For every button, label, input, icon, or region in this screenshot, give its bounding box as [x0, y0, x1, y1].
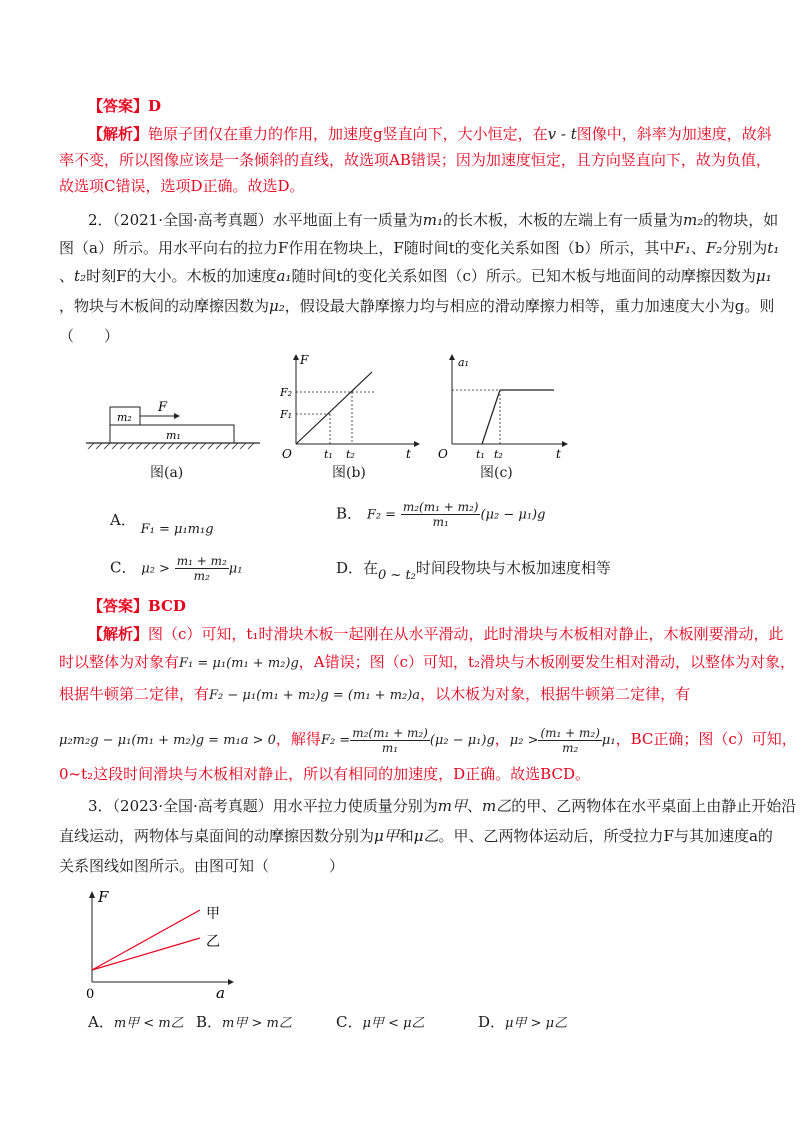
analysis-eq: (μ₂ − μ₁)g — [429, 733, 495, 748]
stem-text: 3．（2023·全国·高考真题）用水平拉力使质量分别为 — [88, 797, 438, 815]
numerator: m₁ + m₂ — [176, 554, 227, 568]
label-t1: t₁ — [476, 448, 485, 461]
label-F: F — [158, 400, 168, 415]
answer-label: 【答案】 — [88, 597, 149, 615]
mu-jia-symbol: μ甲 — [374, 827, 399, 845]
analysis-eq: F₂ − μ₁(m₁ + m₂)g = (m₁ + m₂)a — [209, 688, 421, 703]
answer-value: BCD — [148, 597, 186, 615]
q2-stem-line-2 — [59, 238, 779, 258]
q2-analysis-line-2 — [59, 652, 795, 674]
t1-symbol: t₁ — [767, 239, 780, 257]
option-c-fraction — [175, 554, 229, 583]
label-jia: 甲 — [206, 906, 220, 922]
option-a[interactable] — [110, 510, 214, 537]
figure-c — [432, 352, 572, 464]
q3-stem-line-2 — [59, 826, 773, 846]
analysis-text: ， — [494, 730, 510, 748]
stem-text: ，物块与木板间的动摩擦因数为 — [59, 297, 270, 315]
figure-b — [280, 352, 420, 464]
mu-yi-symbol: μ乙 — [413, 827, 439, 845]
label-F: F — [300, 353, 309, 367]
option-c[interactable] — [110, 554, 242, 583]
answer-label: 【答案】 — [88, 97, 149, 115]
option-d[interactable] — [336, 558, 611, 583]
label-F: F — [98, 888, 109, 906]
option-label: D． — [478, 1013, 506, 1031]
F1-symbol: F₁ — [674, 239, 691, 257]
stem-text: 的长木板，木板的左端上有一质量为 — [443, 211, 684, 229]
numerator: (m₁ + m₂) — [540, 725, 600, 740]
option-c-lhs: μ₂ > — [141, 561, 170, 577]
caption-c: 图(c) — [480, 465, 513, 481]
stem-text: 分别为 — [722, 239, 768, 257]
option-label: C． — [336, 1013, 363, 1031]
F-axis-arrow — [293, 354, 299, 360]
analysis-text: 铯原子团仅在重力的作用，加速度g竖直向下，大小恒定，在 — [148, 125, 548, 143]
q1-answer — [88, 96, 161, 116]
analysis-eq: μ₂m₂g − μ₁(m₁ + m₂)g = m₁a > 0 — [59, 733, 276, 748]
label-t: t — [406, 447, 411, 461]
denominator: m₂ — [562, 740, 579, 755]
label-m2: m₂ — [117, 411, 132, 424]
option-b-rhs: (μ₂ − μ₁)g — [480, 507, 546, 523]
option-eq: m甲 > m乙 — [222, 1016, 292, 1031]
analysis-eq: F₁ = μ₁(m₁ + m₂)g — [179, 656, 299, 671]
q3-option-a[interactable] — [88, 1012, 184, 1034]
F-line — [296, 372, 372, 444]
stem-text: 和 — [398, 827, 414, 845]
option-b-fraction — [401, 500, 481, 529]
m-yi-symbol: m乙 — [482, 797, 512, 815]
stem-text: 、 — [59, 267, 75, 285]
a1-symbol: a₁ — [276, 267, 292, 285]
a1-axis-arrow — [449, 354, 455, 360]
a1-line-rise — [482, 390, 500, 444]
stem-text: 图（a）所示。用水平向右的拉力F作用在物块上，F随时间t的变化关系如图（b）所示，其中 — [59, 239, 675, 257]
label-F2: F₂ — [280, 386, 293, 399]
option-b-lhs: F₂ = — [366, 507, 397, 523]
m1-symbol: m₁ — [422, 211, 444, 229]
numerator: m₂(m₁ + m₂) — [352, 725, 428, 740]
analysis-eq: F₂ = — [320, 733, 351, 748]
q2-analysis-line-4 — [59, 722, 797, 758]
q2-analysis-line-5: 0~t₂这段时间滑块与木板相对静止，所以有相同的加速度，D正确。故选BCD。 — [59, 765, 590, 783]
q3-option-d[interactable] — [478, 1012, 567, 1034]
q2-analysis-line-3 — [59, 684, 690, 706]
a-axis-arrow — [228, 979, 234, 985]
vt-symbol: v - t — [547, 125, 577, 143]
stem-text: 的甲、乙两物体在水平桌面上由静止开始沿 — [511, 797, 797, 815]
stem-text: 直线运动，两物体与桌面间的动摩擦因数分别为 — [59, 827, 375, 845]
q1-analysis-line-3: 故选项C错误，选项D正确。故选D。 — [59, 177, 305, 195]
q2-analysis-line-1 — [88, 624, 783, 644]
figure-q3 — [78, 886, 238, 1002]
t-axis-arrow — [414, 441, 420, 447]
analysis-text: ，BC正确；图（c）可知， — [615, 730, 797, 748]
option-b[interactable] — [336, 500, 545, 529]
label-t2: t₂ — [494, 448, 503, 461]
option-label: A． — [88, 1013, 114, 1031]
option-label: D．在 — [336, 559, 379, 577]
stem-text: 2．（2021·全国·高考真题）水平地面上有一质量为 — [88, 211, 423, 229]
analysis-fraction-1 — [350, 726, 430, 755]
analysis-fraction-2 — [538, 726, 601, 755]
label-t: t — [556, 447, 561, 461]
analysis-text: 时以整体为对象有 — [59, 653, 180, 671]
option-eq: μ甲 > μ乙 — [505, 1016, 568, 1031]
label-yi: 乙 — [206, 934, 220, 950]
q2-stem-line-5: （ ） — [59, 327, 120, 345]
denominator: m₁ — [432, 515, 449, 529]
label-a1: a₁ — [458, 356, 469, 369]
m-jia-symbol: m甲 — [437, 797, 467, 815]
caption-b: 图(b) — [332, 465, 366, 481]
q3-option-c[interactable] — [336, 1012, 425, 1034]
denominator: m₂ — [193, 569, 210, 583]
q2-stem-line-4 — [59, 296, 774, 316]
option-eq: m甲 < m乙 — [113, 1016, 184, 1031]
label-a: a — [216, 984, 225, 1002]
line-jia — [92, 910, 200, 970]
figure-a — [82, 392, 262, 462]
label-origin: 0 — [86, 987, 95, 1002]
q1-analysis-line-2: 率不变，所以图像应该是一条倾斜的直线，故选项AB错误；因为加速度恒定，且方向竖直向下，故为负值， — [59, 151, 771, 169]
analysis-text: ，A错误；图（c）可知，t₂滑块与木板刚要发生相对滑动，以整体为对象， — [298, 653, 796, 671]
analysis-text: ，以木板为对象，根据牛顿第二定律，有 — [420, 685, 691, 703]
analysis-text: 根据牛顿第二定律，有 — [59, 685, 210, 703]
option-label: A． — [110, 511, 136, 529]
label-t1: t₁ — [324, 448, 333, 461]
mu1-symbol: μ₁ — [755, 267, 772, 285]
option-label: B． — [336, 504, 363, 523]
stem-text: ，假设最大静摩擦力均与相应的滑动摩擦力相等，重力加速度大小为g。则 — [284, 297, 775, 315]
q3-stem-line-1 — [88, 796, 796, 816]
label-F1: F₁ — [280, 408, 293, 421]
F2-symbol: F₂ — [705, 239, 723, 257]
analysis-text: 图（c）可知，t₁时滑块木板一起刚在从水平滑动，此时滑块与木板相对静止，木板刚要滑动，此 — [148, 625, 784, 643]
line-yi — [92, 938, 200, 970]
q3-option-b[interactable] — [196, 1012, 292, 1034]
q2-answer — [88, 596, 186, 616]
label-O: O — [438, 447, 448, 461]
q2-stem-line-3 — [59, 266, 772, 286]
analysis-label: 【解析】 — [88, 125, 149, 143]
option-c-rhs: μ₁ — [228, 561, 243, 577]
mu2-symbol: μ₂ — [269, 297, 285, 315]
option-a-eq: F₁ = μ₁m₁g — [140, 522, 214, 537]
option-eq: μ甲 < μ乙 — [362, 1016, 425, 1031]
stem-text: 、 — [690, 239, 706, 257]
analysis-label: 【解析】 — [88, 625, 149, 643]
q1-analysis-line-1 — [88, 124, 772, 144]
option-label: C． — [110, 558, 137, 577]
label-m1: m₁ — [166, 429, 181, 442]
answer-value: D — [148, 97, 162, 115]
analysis-text: ，解得 — [275, 730, 321, 748]
stem-text: 随时间t的变化关系如图（c）所示。已知木板与地面间的动摩擦因数为 — [291, 267, 756, 285]
ground-hatch — [88, 443, 254, 449]
t-axis-arrow — [562, 441, 568, 447]
F-axis-arrow — [89, 891, 95, 898]
stem-text: 、 — [467, 797, 483, 815]
force-arrow-head — [174, 413, 180, 419]
label-O: O — [282, 447, 292, 461]
denominator: m₁ — [381, 740, 399, 755]
caption-a: 图(a) — [150, 465, 184, 481]
q3-stem-line-3: 关系图线如图所示。由图可知（ ） — [59, 857, 345, 875]
label-t2: t₂ — [346, 448, 355, 461]
q2-stem-line-1 — [88, 210, 778, 230]
numerator: m₂(m₁ + m₂) — [402, 500, 479, 514]
analysis-text: 图像中，斜率为加速度，故斜 — [576, 125, 772, 143]
analysis-eq: μ₁ — [601, 733, 616, 748]
option-label: B． — [196, 1013, 223, 1031]
analysis-eq: μ₂ > — [509, 733, 539, 748]
m2-symbol: m₂ — [683, 211, 704, 229]
stem-text: 的物块，如 — [703, 211, 779, 229]
t2-symbol: t₂ — [74, 267, 87, 285]
stem-text: 。甲、乙两物体运动后，所受拉力F与其加速度a的 — [438, 827, 773, 845]
option-text: 时间段物块与木板加速度相等 — [415, 559, 611, 577]
option-d-eq: 0 ~ t₂ — [378, 568, 416, 583]
stem-text: 时刻F的大小。木板的加速度 — [86, 267, 277, 285]
